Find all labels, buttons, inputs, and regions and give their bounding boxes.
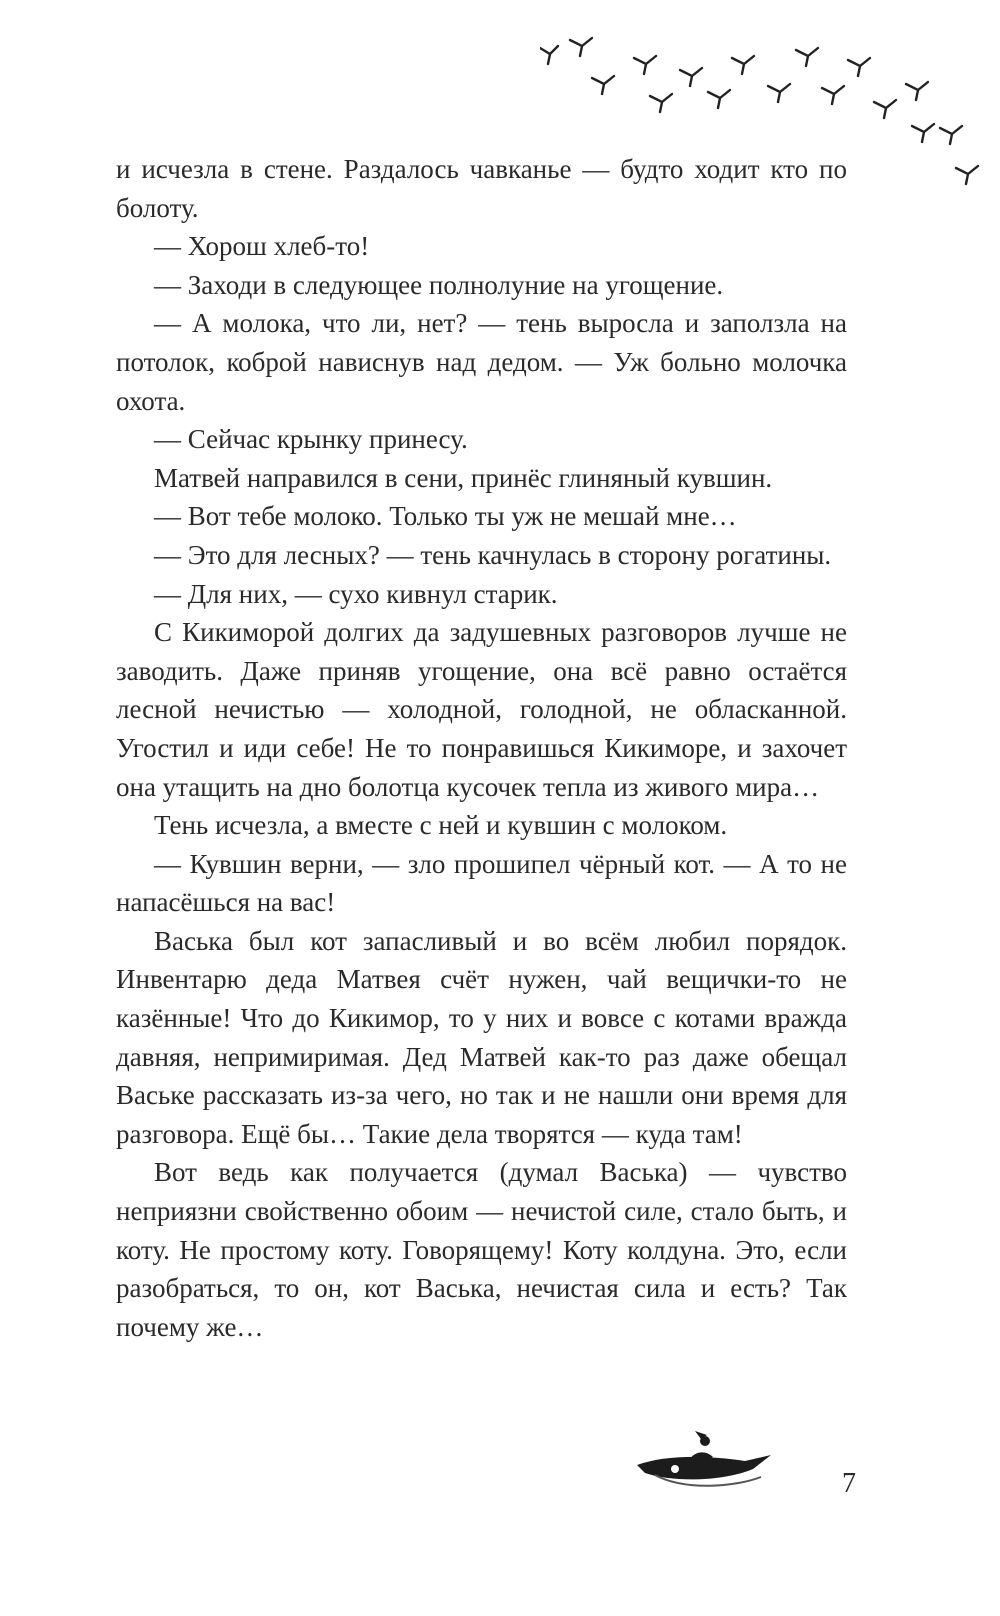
paragraph: — Вот тебе молоко. Только ты уж не мешай мне… xyxy=(154,501,737,532)
body-text xyxy=(116,150,847,1346)
paragraph: — Хорош хлеб-то! xyxy=(154,231,370,262)
paragraph: С Кикиморой долгих да задушевных разговоров лучше не заводить. Даже приняв угощение, она всё равно остаётся лесной нечистью — холодной, голодной, не обласканной. Угостил и иди себе! Не то понравишься Кикиморе, и захочет она утащить на дно болотца кусочек тепла из живого мира… xyxy=(116,617,847,802)
paragraph: — А молока, что ли, нет? — тень выросла и заползла на потолок, коброй нависнув над дедом. — Уж больно молочка охота. xyxy=(116,308,847,416)
paragraph: и исчезла в стене. Раздалось чавканье — будто ходит кто по болоту. xyxy=(116,154,847,223)
paragraph: — Заходи в следующее полнолуние на угощение. xyxy=(154,269,724,300)
paragraph: — Для них, — сухо кивнул старик. xyxy=(154,578,558,609)
paragraph: — Это для лесных? — тень качнулась в сторону рогатины. xyxy=(154,539,832,570)
paragraph: — Сейчас крынку принесу. xyxy=(154,424,468,455)
paragraph: Матвей направился в сени, принёс глиняный кувшин. xyxy=(154,462,773,493)
paragraph: Вот ведь как получается (думал Васька) — чувство неприязни свойственно обоим — нечистой силе, стало быть, и коту. Не простому коту. Говорящему! Коту колдуна. Это, если разобраться, то он, кот Васька, нечистая сила и есть? Так почему же… xyxy=(116,1157,847,1342)
paragraph: Тень исчезла, а вместе с ней и кувшин с молоком. xyxy=(154,810,728,841)
page-number: 7 xyxy=(842,1468,856,1499)
paragraph: Васька был кот запасливый и во всём любил порядок. Инвентарю деда Матвея счёт нужен, чай вещички-то не казённые! Что до Кикимор, то у них и вовсе с котами вражда давняя, непримиримая. Дед Матвей как-то раз даже обещал Ваське рассказать из-за чего, но так и не нашли они время для разговора. Ещё бы… Такие дела творятся — куда там! xyxy=(116,925,847,1149)
paragraph: — Кувшин верни, — зло прошипел чёрный кот. — А то не напасёшься на вас! xyxy=(116,848,847,918)
bird-boat-icon xyxy=(635,1425,775,1495)
